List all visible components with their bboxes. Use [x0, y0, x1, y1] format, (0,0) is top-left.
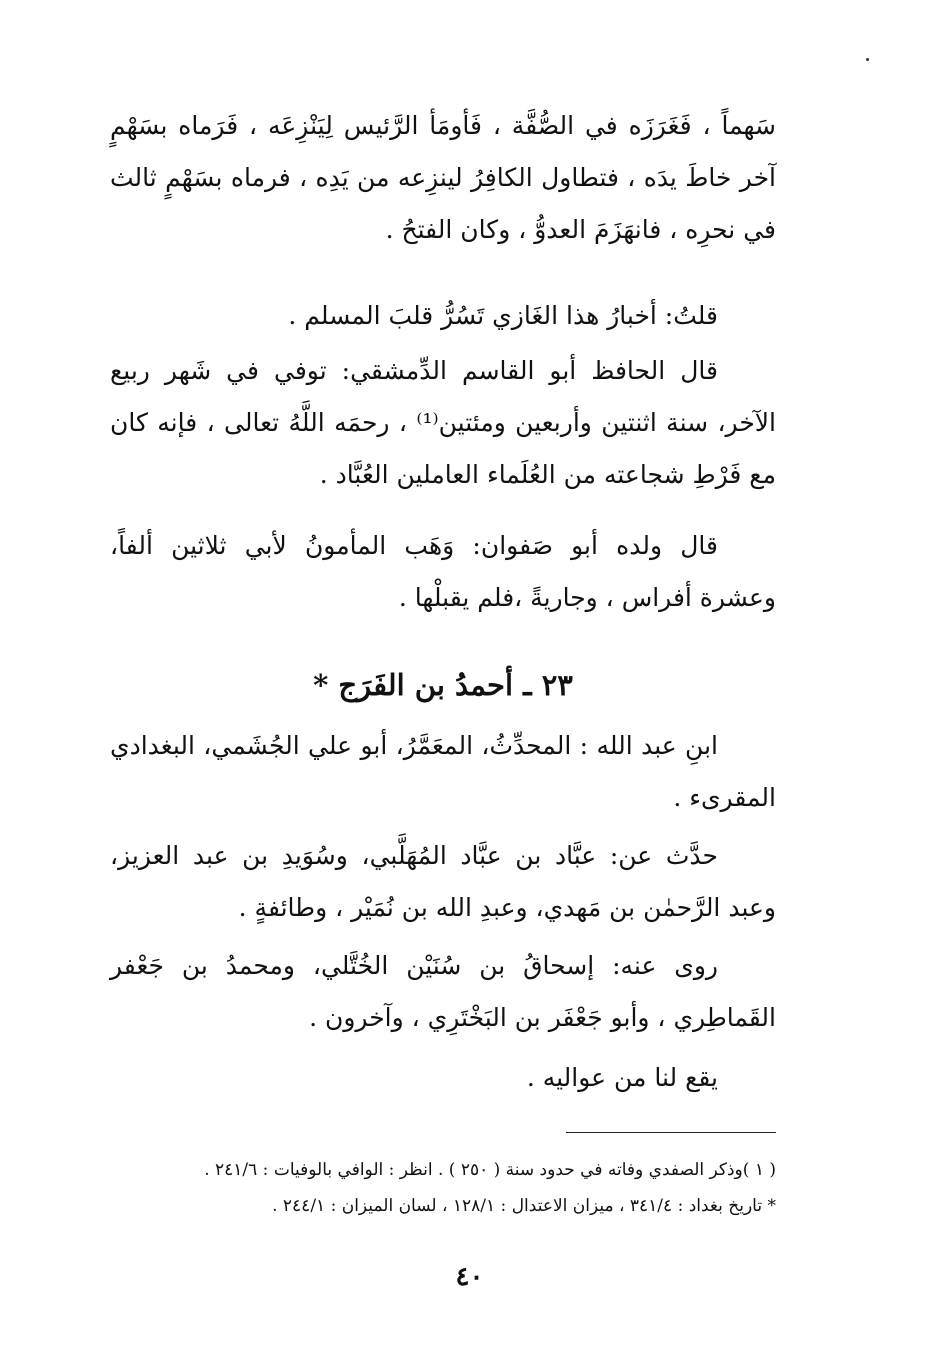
paragraph-son-report: قال ولده أبو صَفوان: وَهَب المأمونُ لأبي ثلاثين ألفاً، وعشرة أفراس ، وجاريةً ،فلم يقبلْها .	[110, 531, 776, 612]
paragraph-battle-account: سَهماً ، فَغَرَزَه في الصُّفَّة ، فَأومَأ الرَّئيس لِيَنْزِعَه ، فَرَماه بسَهْمٍ آخر خاطَ يدَه ، فتطاول الكافِرُ لينزِعه من يَدِه ، فرماه بسَهْمٍ ثالث في نحرِه ، فانهَزَمَ العدوُّ ، وكان الفتحُ .	[110, 111, 776, 244]
footnote-sources: * تاريخ بغداد : ٣٤١/٤ ، ميزان الاعتدال : ١٢٨/١ ، لسان الميزان : ٢٤٤/١ .	[272, 1196, 776, 1216]
paragraph-closing: يقع لنا من عواليه .	[526, 1063, 718, 1092]
paragraph-teachers: حدَّث عن: عبَّاد بن عبَّاد المُهَلَّبي، وسُوَيدِ بن عبد العزيز، وعبد الرَّحمٰن بن مَهدي، وعبدِ الله بن نُمَيْر ، وطائفةٍ .	[110, 841, 776, 922]
scan-speck	[866, 58, 869, 61]
footnote-divider	[566, 1132, 776, 1133]
entry-heading: ٢٣ ـ أحمدُ بن الفَرَج *	[313, 668, 573, 702]
footnote-1: ( ١ )وذكر الصفدي وفاته في حدود سنة ( ٢٥٠ ) . انظر : الوافي بالوفيات : ٢٤١/٦ .	[204, 1160, 776, 1180]
footnotes	[110, 1152, 776, 1224]
page-number: ٤٠	[455, 1262, 484, 1292]
paragraph-author-remark: قلتُ: أخبارُ هذا الغَازي تَسُرُّ قلبَ المسلم .	[288, 301, 718, 330]
paragraph-death-date: قال الحافظ أبو القاسم الدِّمشقي: توفي في شَهر ربيع الآخر، سنة اثنتين وأربعين ومئتين⁽¹⁾ ، رحمَه اللَّهُ تعالى ، فإنه كان مع فَرْطِ شجاعته من العُلَماء العاملين العُبَّاد .	[110, 356, 776, 489]
paragraph-students: روى عنه: إسحاقُ بن سُنَيْن الخُتَّلي، ومحمدُ بن جَعْفر القَماطِري ، وأبو جَعْفَر بن البَخْتَرِي ، وآخرون .	[110, 951, 776, 1032]
paragraph-lineage: ابنِ عبد الله : المحدِّثُ، المعَمَّرُ، أبو علي الجُشَمي، البغدادي المقرىء .	[110, 731, 776, 812]
